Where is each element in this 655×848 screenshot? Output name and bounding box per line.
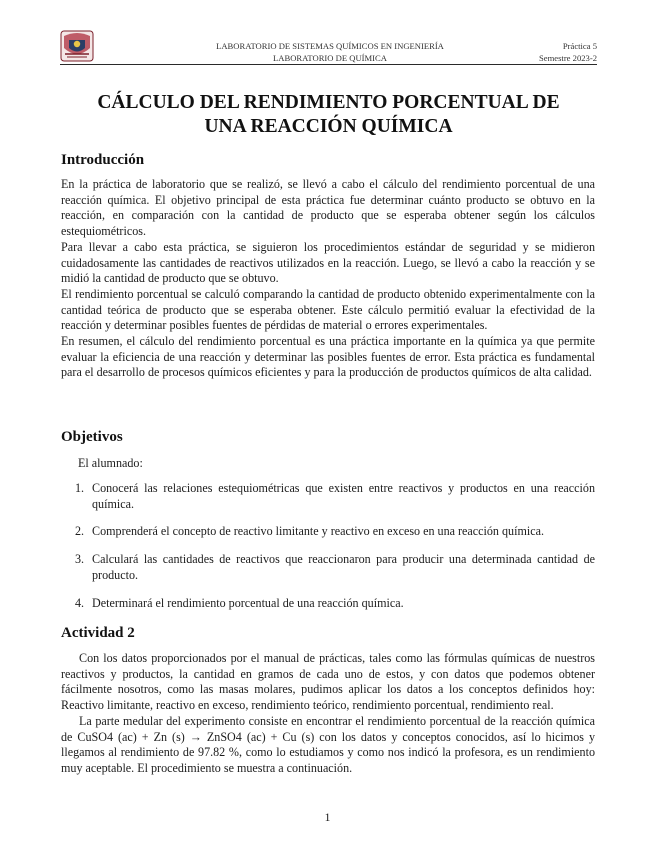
objective-item bbox=[61, 524, 595, 540]
header-line-1: LABORATORIO DE SISTEMAS QUÍMICOS EN INGENIERÍA bbox=[216, 41, 444, 51]
objective-number: 1. bbox=[75, 481, 85, 495]
activity-body bbox=[61, 651, 595, 777]
objective-text: Calculará las cantidades de reactivos que reaccionaron para producir una determinada cantidad de producto. bbox=[92, 552, 595, 582]
intro-paragraph: El rendimiento porcentual se calculó comparando la cantidad de producto obtenido experimentalmente con la cantidad teórica de producto que se esperaba obtener. Este cálculo permitió evaluar la efectividad de la reacción y determinar posibles fuentes de pérdidas de material o errores experimentales. bbox=[61, 286, 595, 333]
introduction-body bbox=[61, 177, 595, 381]
page-header bbox=[60, 30, 597, 64]
introduction-heading: Introducción bbox=[61, 152, 145, 168]
header-line-2: LABORATORIO DE QUÍMICA bbox=[273, 53, 387, 63]
objective-item bbox=[61, 596, 595, 612]
page-number: 1 bbox=[324, 810, 331, 824]
objectives-heading: Objetivos bbox=[61, 429, 123, 445]
objective-text: Determinará el rendimiento porcentual de una reacción química. bbox=[92, 595, 404, 610]
objective-text: Conocerá las relaciones estequiométricas que existen entre reactivos y productos en una reacción química. bbox=[92, 481, 595, 511]
objective-number: 2. bbox=[75, 524, 85, 539]
intro-paragraph: Para llevar a cabo esta práctica, se siguieron los procedimientos estándar de seguridad y se midieron cuidadosamente las cantidades de reactivos utilizados en la reacción. Luego, se llevó a cabo la reacción y se midió la cantidad de producto que se obtuvo. bbox=[61, 239, 595, 286]
header-practice-info bbox=[539, 40, 597, 64]
semester: Semestre 2023-2 bbox=[539, 53, 597, 63]
header-rule bbox=[60, 64, 597, 65]
objective-number: 4. bbox=[75, 595, 85, 610]
header-lab-names bbox=[160, 40, 500, 64]
activity-paragraph: La parte medular del experimento consiste en encontrar el rendimiento porcentual de la reacción química de CuSO4 (ac) + Zn (s) → ZnSO4 (ac) + Cu (s) con los datos y conceptos conocidos, así lo hicimos y llegamos al rendimiento de 97.82 %, como lo estudiamos y como nos indicó la profesora, es un rendimiento muy aceptable. El procedimiento se muestra a continuación. bbox=[61, 713, 595, 775]
intro-paragraph: En la práctica de laboratorio que se realizó, se llevó a cabo el cálculo del rendimiento porcentual de una reacción química. El objetivo principal de esta práctica fue determinar cuánto producto se obtuvo en la reacción, en comparación con la cantidad de producto que se esperaba obtener según los cálculos estequiométricos. bbox=[61, 177, 595, 239]
title-line-2: UNA REACCIÓN QUÍMICA bbox=[204, 116, 453, 137]
university-crest-icon bbox=[60, 30, 94, 62]
intro-paragraph: En resumen, el cálculo del rendimiento porcentual es una práctica importante en la química ya que permite evaluar la eficiencia de una reacción y determinar las posibles fuentes de error. Esta práctica es fundamental para el desarrollo de procesos químicos eficientes y para la producción de productos químicos de alta calidad. bbox=[61, 334, 595, 380]
objectives-list bbox=[61, 481, 595, 623]
objective-number: 3. bbox=[75, 552, 85, 567]
objectives-lead: El alumnado: bbox=[78, 456, 143, 470]
practice-number: Práctica 5 bbox=[562, 41, 597, 51]
objective-item bbox=[61, 481, 595, 512]
activity-paragraph: Con los datos proporcionados por el manual de prácticas, tales como las fórmulas químicas de nuestros reactivos y productos, la cantidad en gramos de cada uno de estos, y con datos que podemos obtener fácilmente nosotros, como las masas molares, pudimos aplicar los datos a los conceptos definidos hoy: Reactivo limitante, reactivo en exceso, rendimiento teórico, rendimiento porcentual, rendimiento real. bbox=[61, 651, 595, 713]
objective-text: Comprenderá el concepto de reactivo limitante y reactivo en exceso en una reacción química. bbox=[92, 524, 544, 539]
document-title bbox=[60, 91, 597, 139]
objective-item bbox=[61, 552, 595, 583]
title-line-1: CÁLCULO DEL RENDIMIENTO PORCENTUAL DE bbox=[97, 92, 560, 113]
activity-heading: Actividad 2 bbox=[61, 625, 135, 641]
